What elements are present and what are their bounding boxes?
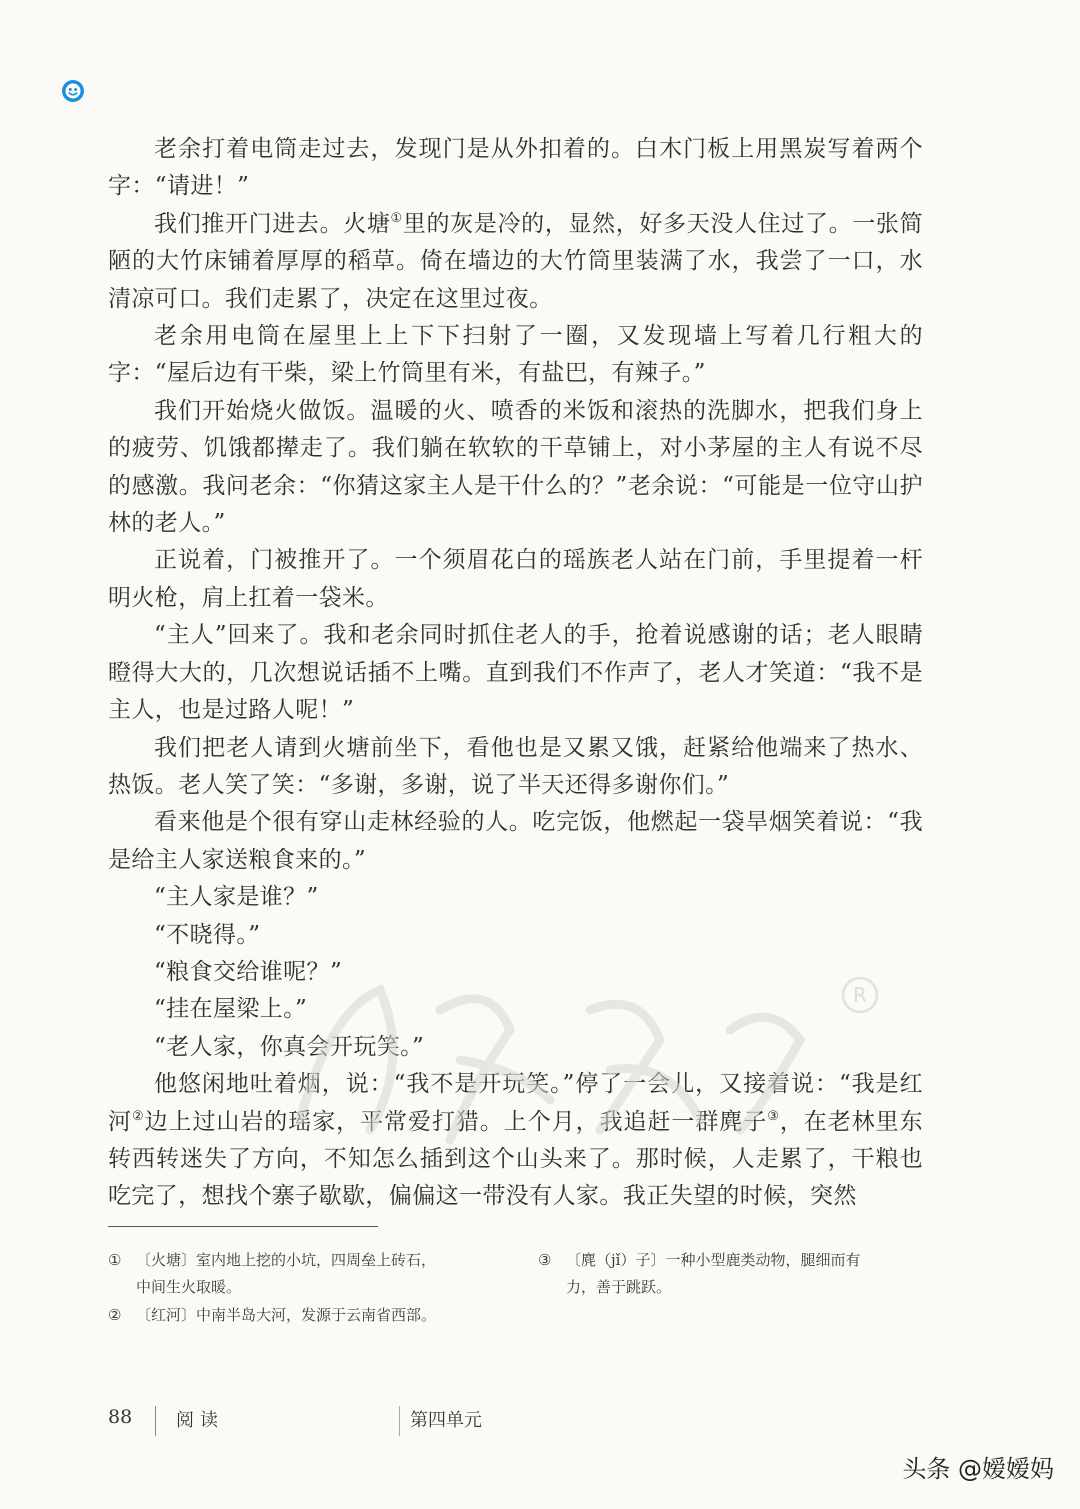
paragraph-text: 边上过山岩的瑶家，平常爱打猎。上个月，我追赶一群麂子	[144, 1108, 768, 1135]
paragraph-text: “主人”回来了。我和老余同时抓住老人的手，抢着说感谢的话；老人眼睛瞪得大大的，几次想说话插不上嘴。直到我们不作声了，老人才笑道：“我不是主人，也是过路人呢！”	[108, 622, 923, 724]
paragraph	[108, 131, 923, 206]
unit-name: 第四单元	[410, 1410, 482, 1431]
footer-divider	[155, 1406, 156, 1436]
paragraph-text: 老余打着电筒走过去，发现门是从外扣着的。白木门板上用黑炭写着两个字：“请进！”	[108, 136, 923, 200]
paragraph-text: 我们把老人请到火塘前坐下，看他也是又累又饿，赶紧给他端来了热水、热饭。老人笑了笑：“多谢，多谢，说了半天还得多谢你们。”	[108, 734, 923, 798]
paragraph	[108, 542, 923, 617]
paragraph-text: “老人家，你真会开玩笑。”	[154, 1033, 425, 1060]
footnote-number: ③	[538, 1251, 552, 1269]
footnote-2	[108, 1302, 508, 1329]
footer-divider	[399, 1406, 400, 1436]
paragraph-text: 正说着，门被推开了。一个须眉花白的瑶族老人站在门前，手里提着一杆明火枪，肩上扛着一袋米。	[108, 547, 923, 611]
section-name: 阅读	[176, 1410, 224, 1431]
footnote-number: ②	[108, 1306, 122, 1324]
paragraph-text: “主人家是谁？”	[154, 884, 319, 911]
page-number: 88	[108, 1406, 133, 1428]
paragraph-text: 看来他是个很有穿山走林经验的人。吃完饭，他燃起一袋旱烟笑着说：“我是给主人家送粮食来的。”	[108, 809, 923, 873]
paragraph-text: “粮食交给谁呢？”	[154, 958, 343, 985]
footnote-text: 〔火塘〕室内地上挖的小坑，四周垒上砖石，	[136, 1251, 437, 1269]
paragraph	[108, 804, 923, 879]
paragraph	[108, 1066, 923, 1216]
smiley-icon	[61, 79, 85, 103]
paragraph	[108, 617, 923, 729]
footnote-text: 〔红河〕中南半岛大河，发源于云南省西部。	[136, 1306, 437, 1324]
footnote-1	[108, 1247, 508, 1301]
paragraph-text: 我们推开门进去。火塘	[154, 210, 391, 237]
paragraph-text: “挂在屋梁上。”	[154, 996, 308, 1023]
paragraph	[108, 991, 923, 1028]
footnote-text-cont: 力，善于跳跃。	[566, 1278, 672, 1296]
paragraph	[108, 1029, 923, 1066]
footnote-marker[interactable]: ③	[767, 1108, 780, 1124]
footnote-number: ①	[108, 1251, 122, 1269]
paragraph	[108, 206, 923, 318]
paragraph-text: 老余用电筒在屋里上上下下扫射了一圈，又发现墙上写着几行粗大的字：“屋后边有干柴，梁上竹筒里有米，有盐巴，有辣子。”	[108, 323, 923, 387]
footnote-3	[538, 1247, 923, 1301]
paragraph-text: 里的灰是冷的，显然，好多天没人住过了。一张简陋的大竹床铺着厚厚的稻草。倚在墙边的大竹筒里装满了水，我尝了一口，水清凉可口。我们走累了，决定在这里过夜。	[108, 210, 923, 312]
source-credit: 头条 @嫒嫒妈	[902, 1455, 1054, 1483]
paragraph	[108, 318, 923, 393]
footnote-marker[interactable]: ①	[390, 210, 403, 226]
page-footer	[108, 1404, 608, 1438]
footnote-text-cont: 中间生火取暖。	[136, 1278, 242, 1296]
footnote-marker[interactable]: ②	[131, 1108, 145, 1124]
paragraph	[108, 730, 923, 805]
paragraph	[108, 917, 923, 954]
paragraph-text: 他悠闲地吐着烟，说：“我不是开玩笑。”停了一会儿，又接着说：“我是红河	[108, 1071, 923, 1135]
footnote-text: 〔麂（jǐ）子〕一种小型鹿类动物，腿细而有	[566, 1251, 861, 1269]
paragraph	[108, 879, 923, 916]
story-body	[108, 131, 923, 1216]
paragraph-text: ，在老林里东转西转迷失了方向，不知怎么插到这个山头来了。那时候，人走累了，干粮也吃完了，想找个寨子歇歇，偏偏这一带没有人家。我正失望的时候，突然	[108, 1108, 923, 1210]
paragraph-text: 我们开始烧火做饭。温暖的火、喷香的米饭和滚热的洗脚水，把我们身上的疲劳、饥饿都撵走了。我们躺在软软的干草铺上，对小茅屋的主人有说不尽的感激。我问老余：“你猜这家主人是干什么的？”老余说：“可能是一位守山护林的老人。”	[108, 397, 923, 537]
paragraph	[108, 954, 923, 991]
svg-text:R: R	[853, 983, 867, 1007]
footnote-rule	[108, 1226, 378, 1227]
paragraph-text: “不晓得。”	[154, 921, 261, 948]
paragraph	[108, 393, 923, 543]
